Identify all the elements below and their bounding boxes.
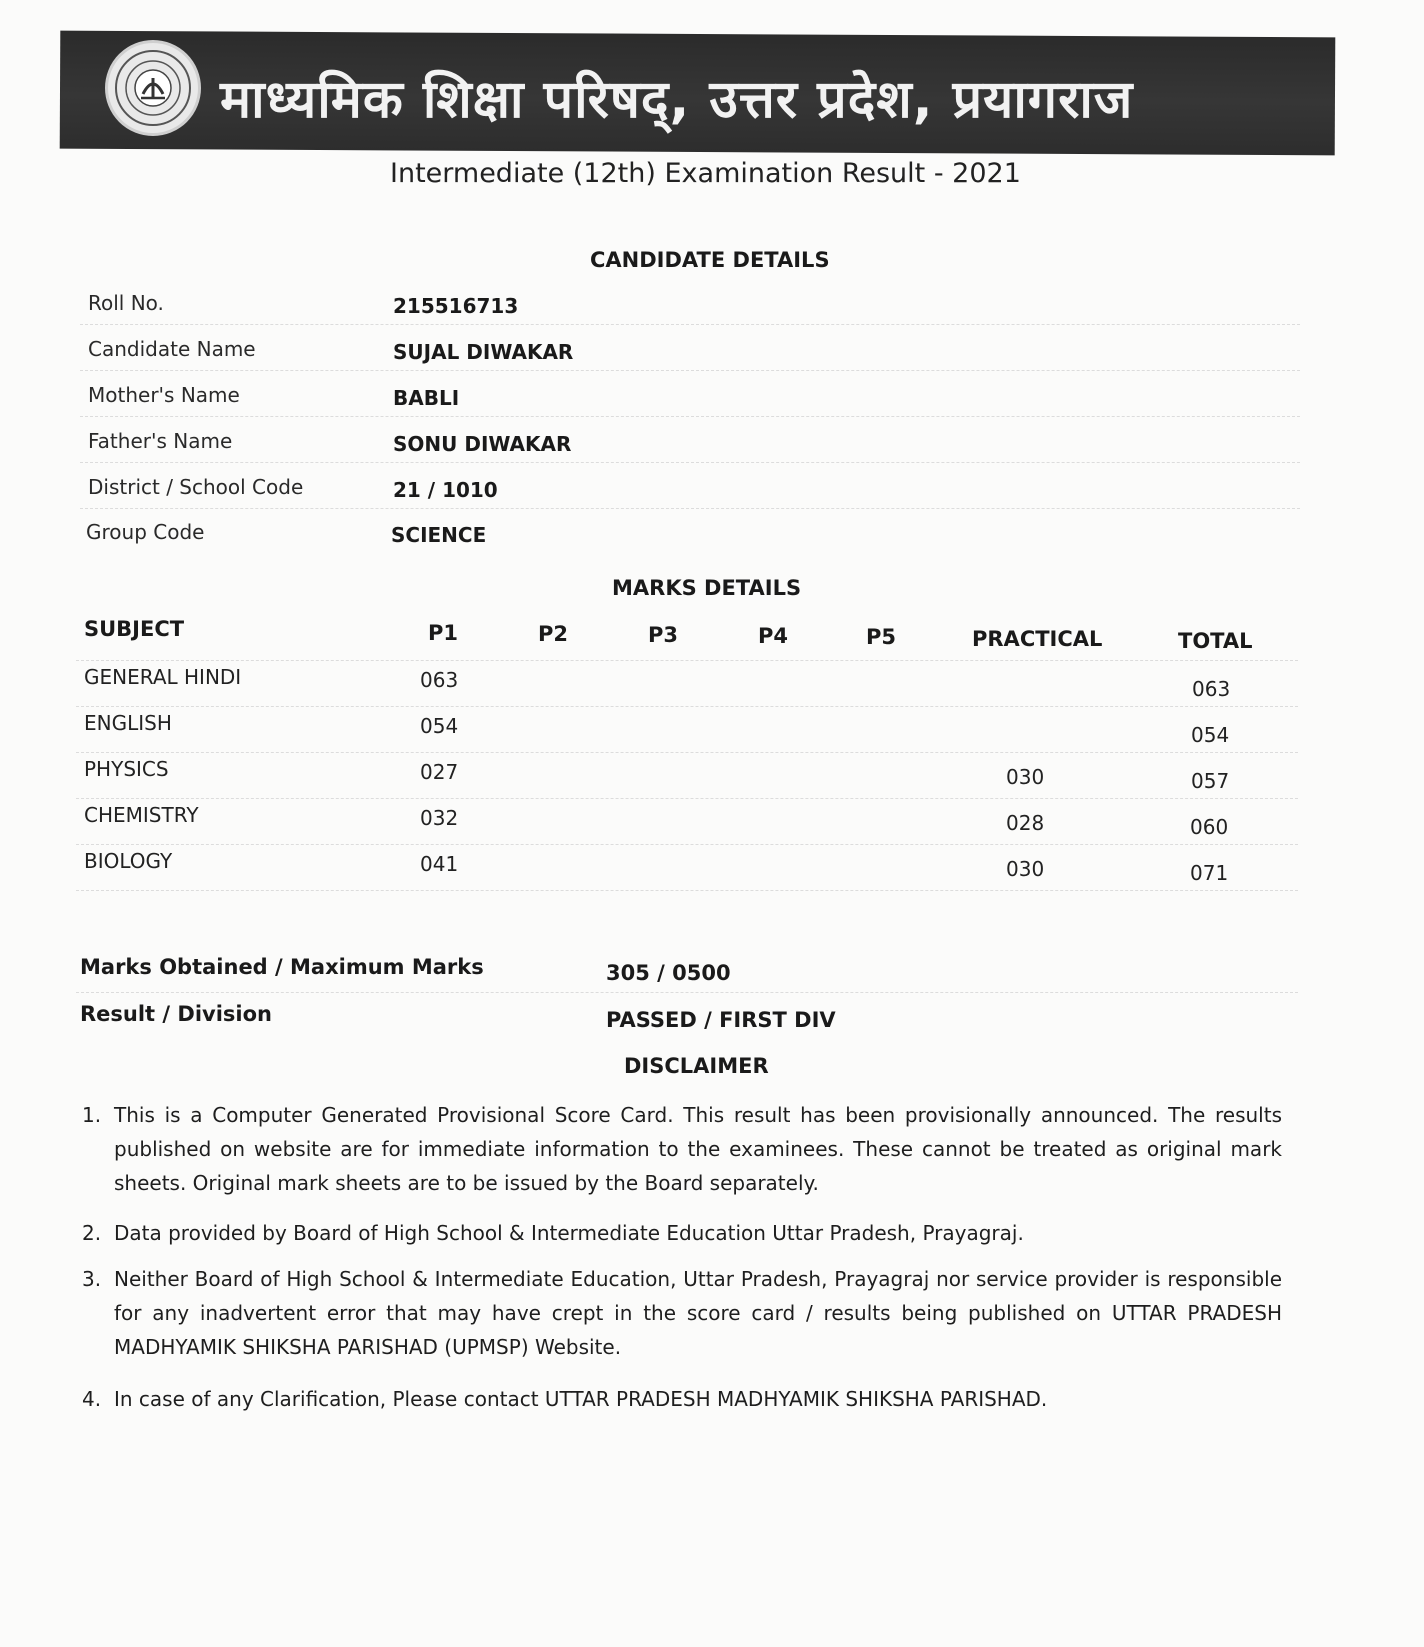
table-cell-p1: 032 — [420, 806, 459, 830]
row-divider — [76, 706, 1298, 707]
board-emblem-icon — [105, 40, 201, 136]
disclaimer-item-number: 1. — [82, 1103, 102, 1127]
disclaimer-item-text: This is a Computer Generated Provisional Score Card. This result has been provisionally announced. The results published on website are for immediate information to the examinees. These cannot be treated as original mark sheets. Original mark sheets are to be issued by the Board separately. — [114, 1103, 1282, 1195]
table-cell-practical: 028 — [1006, 811, 1045, 835]
disclaimer-item-number: 3. — [82, 1267, 102, 1291]
table-cell-total: 063 — [1192, 677, 1231, 701]
col-header-practical: PRACTICAL — [972, 627, 1103, 651]
roll-no-value: 215516713 — [393, 294, 519, 318]
row-divider — [80, 370, 1300, 371]
fathers-name-label: Father's Name — [88, 429, 233, 453]
candidate-name-label: Candidate Name — [88, 337, 256, 361]
row-divider — [80, 462, 1300, 463]
col-header-p3: P3 — [648, 623, 679, 647]
disclaimer-item-text: In case of any Clarification, Please contact UTTAR PRADESH MADHYAMIK SHIKSHA PARISHAD. — [114, 1387, 1048, 1411]
disclaimer-item — [82, 1382, 1282, 1416]
col-header-p4: P4 — [758, 624, 789, 648]
table-cell-subject: CHEMISTRY — [84, 803, 199, 827]
disclaimer-item — [82, 1098, 1282, 1200]
col-header-p1: P1 — [428, 621, 459, 645]
col-header-total: TOTAL — [1178, 629, 1253, 653]
disclaimer-title: DISCLAIMER — [624, 1054, 769, 1078]
district-school-code-value: 21 / 1010 — [393, 478, 498, 502]
table-cell-total: 057 — [1191, 769, 1230, 793]
disclaimer-item-text: Data provided by Board of High School & Intermediate Education Uttar Pradesh, Prayagraj. — [114, 1221, 1024, 1245]
mothers-name-value: BABLI — [393, 386, 460, 410]
table-cell-p1: 063 — [420, 668, 459, 692]
board-name: माध्यमिक शिक्षा परिषद्, उत्तर प्रदेश, प्रयागराज — [220, 70, 1134, 130]
row-divider — [76, 798, 1298, 799]
col-header-p5: P5 — [866, 625, 897, 649]
result-division-value: PASSED / FIRST DIV — [606, 1008, 836, 1032]
result-division-label: Result / Division — [80, 1002, 272, 1026]
table-cell-subject: ENGLISH — [84, 711, 172, 735]
fathers-name-value: SONU DIWAKAR — [393, 432, 572, 456]
row-divider — [80, 416, 1300, 417]
disclaimer-item — [82, 1216, 1282, 1250]
candidate-details-title: CANDIDATE DETAILS — [590, 248, 830, 272]
table-cell-subject: BIOLOGY — [84, 849, 173, 873]
district-school-code-label: District / School Code — [88, 475, 304, 499]
row-divider — [80, 508, 1300, 509]
table-cell-total: 071 — [1190, 861, 1229, 885]
marks-details-title: MARKS DETAILS — [612, 576, 802, 600]
marks-obtained-value: 305 / 0500 — [606, 961, 731, 985]
group-code-value: SCIENCE — [391, 523, 487, 547]
row-divider — [76, 660, 1298, 661]
table-cell-total: 054 — [1191, 723, 1230, 747]
row-divider — [76, 752, 1298, 753]
row-divider — [80, 324, 1300, 325]
roll-no-label: Roll No. — [88, 291, 164, 315]
table-cell-p1: 054 — [420, 714, 459, 738]
disclaimer-item-text: Neither Board of High School & Intermediate Education, Uttar Pradesh, Prayagraj nor service provider is responsible for any inadvertent error that may have crept in the score card / results being published on UTTAR PRADESH MADHYAMIK SHIKSHA PARISHAD (UPMSP) Website. — [114, 1267, 1282, 1359]
table-cell-p1: 041 — [420, 852, 459, 876]
row-divider — [76, 890, 1298, 891]
page-title: Intermediate (12th) Examination Result - 2021 — [390, 158, 1021, 189]
col-header-subject: SUBJECT — [84, 617, 185, 641]
table-cell-subject: PHYSICS — [84, 757, 169, 781]
candidate-name-value: SUJAL DIWAKAR — [393, 340, 574, 364]
group-code-label: Group Code — [86, 520, 205, 544]
table-cell-practical: 030 — [1006, 765, 1045, 789]
marks-obtained-label: Marks Obtained / Maximum Marks — [80, 955, 484, 979]
table-cell-subject: GENERAL HINDI — [84, 665, 242, 689]
row-divider — [76, 992, 1298, 993]
table-cell-practical: 030 — [1006, 857, 1045, 881]
col-header-p2: P2 — [538, 622, 569, 646]
disclaimer-item-number: 4. — [82, 1387, 102, 1411]
disclaimer-item-number: 2. — [82, 1221, 102, 1245]
table-cell-total: 060 — [1190, 815, 1229, 839]
disclaimer-item — [82, 1262, 1282, 1364]
mothers-name-label: Mother's Name — [88, 383, 240, 407]
row-divider — [76, 844, 1298, 845]
table-cell-p1: 027 — [420, 760, 459, 784]
